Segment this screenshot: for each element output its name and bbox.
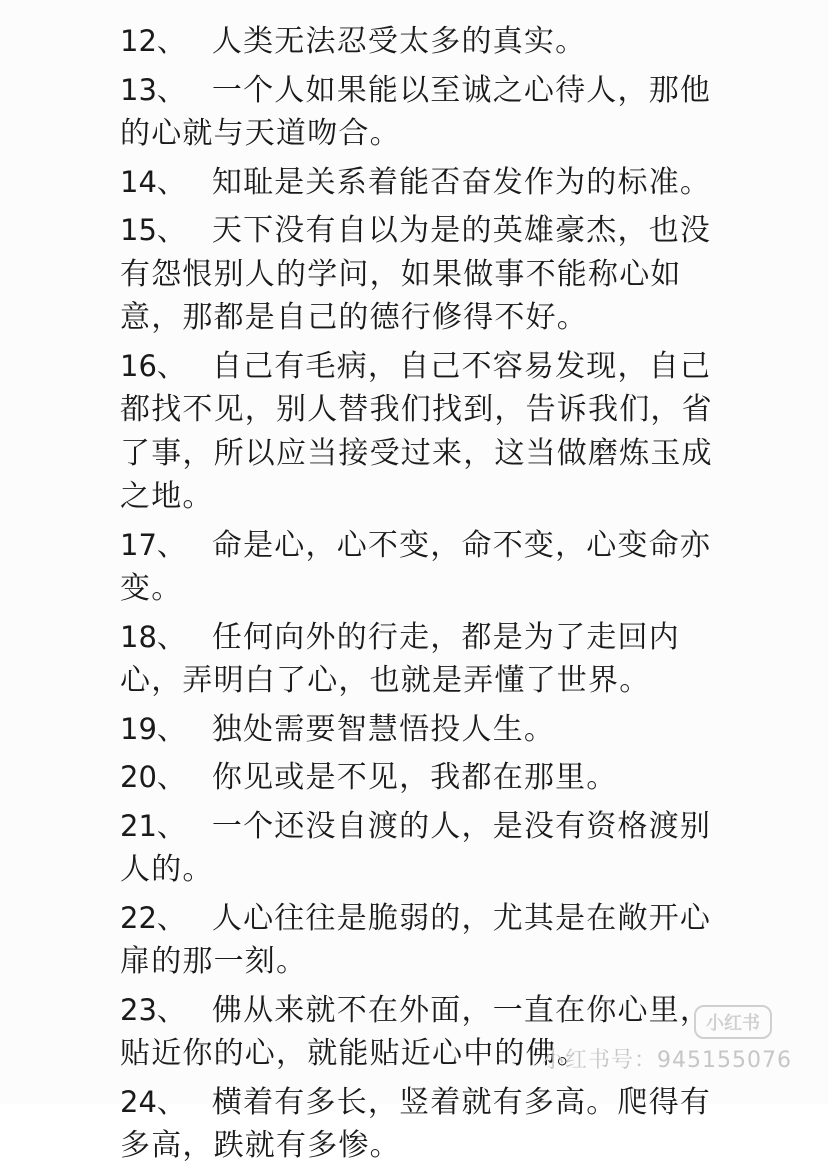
list-item: [120, 805, 720, 892]
list-item: [120, 756, 720, 800]
list-item: [120, 161, 720, 205]
item-text: 佛从来就不在外面，一直在你心里，贴近你的心，就能贴近心中的佛。: [120, 992, 712, 1071]
item-text: 人心往往是脆弱的，尤其是在敞开心扉的那一刻。: [120, 900, 712, 979]
item-text: 人类无法忍受太多的真实。: [211, 24, 587, 59]
item-text: 一个人如果能以至诚之心待人，那他的心就与天道吻合。: [120, 72, 712, 151]
watermark-id: 小红书号：945155076: [542, 1048, 792, 1073]
list-item: [120, 345, 720, 519]
item-text: 任何向外的行走，都是为了走回内心，弄明白了心，也就是弄懂了世界。: [120, 619, 680, 698]
item-number: 12、: [120, 24, 186, 58]
quote-list: [120, 20, 740, 1173]
item-number: 22、: [120, 900, 186, 935]
watermark-logo: 小红书: [694, 1005, 772, 1039]
item-number: 19、: [120, 711, 186, 746]
item-text: 横着有多长，竖着就有多高。爬得有多高，跌就有多惨。: [120, 1084, 712, 1163]
item-text: 你见或是不见，我都在那里。: [211, 760, 618, 795]
item-text: 独处需要智慧悟投人生。: [211, 711, 556, 747]
item-text: 自己有毛病，自己不容易发现，自己都找不见，别人替我们找到，告诉我们，省了事，所以应当接受过来，这当做磨炼玉成之地。: [120, 348, 713, 514]
item-number: 23、: [120, 992, 186, 1027]
item-number: 18、: [120, 619, 186, 654]
item-number: 24、: [120, 1084, 186, 1119]
item-text: 一个还没自渡的人，是没有资格渡别人的。: [120, 808, 712, 887]
item-number: 21、: [120, 808, 186, 843]
list-item: [120, 1081, 720, 1168]
list-item: [120, 897, 720, 984]
item-text: 天下没有自以为是的英雄豪杰，也没有怨恨别人的学问，如果做事不能称心如意，那都是自己的德行修得不好。: [120, 213, 712, 335]
item-number: 13、: [120, 72, 186, 107]
list-item: [120, 209, 720, 340]
list-item: [120, 69, 720, 156]
item-number: 15、: [120, 213, 186, 247]
list-item: [120, 708, 720, 752]
list-item: [120, 20, 720, 64]
item-number: 14、: [120, 164, 186, 199]
item-text: 知耻是关系着能否奋发作为的标准。: [211, 164, 712, 200]
list-item: [120, 616, 720, 703]
item-number: 17、: [120, 527, 186, 562]
item-number: 16、: [120, 348, 186, 383]
list-item: [120, 989, 720, 1076]
item-text: 命是心，心不变，命不变，心变命亦变。: [120, 527, 712, 606]
item-number: 20、: [120, 760, 186, 794]
list-item: [120, 524, 720, 611]
